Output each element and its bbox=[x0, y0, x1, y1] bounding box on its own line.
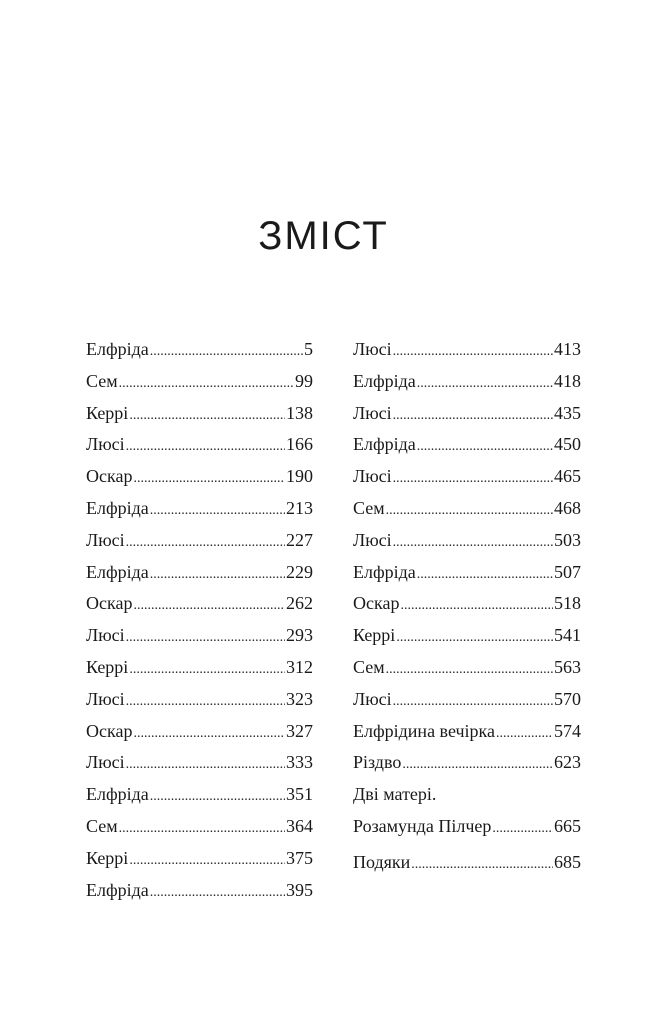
toc-entry bbox=[86, 652, 313, 684]
toc-entry-name: Керрі bbox=[86, 402, 129, 423]
toc-entry-name: Керрі bbox=[86, 656, 129, 677]
toc-entry-page: 507 bbox=[554, 561, 581, 582]
leader-dots bbox=[129, 652, 285, 686]
toc-entry-name: Люсі bbox=[353, 402, 392, 423]
toc-entry-name: Оскар bbox=[86, 466, 133, 487]
toc-column-left bbox=[86, 334, 313, 906]
toc-entry-page: 570 bbox=[554, 688, 581, 709]
toc-entry bbox=[353, 684, 581, 716]
toc-entry bbox=[86, 366, 313, 398]
toc-entry-name: Елфріда bbox=[353, 370, 416, 391]
toc-entry-page: 351 bbox=[286, 784, 313, 805]
toc-entry bbox=[86, 429, 313, 461]
toc-entry bbox=[86, 811, 313, 843]
leader-dots bbox=[393, 461, 553, 495]
toc-entry-name: Керрі bbox=[86, 847, 129, 868]
leader-dots bbox=[492, 811, 553, 845]
toc-entry-page: 99 bbox=[295, 370, 313, 391]
leader-dots bbox=[133, 461, 285, 495]
toc-entry bbox=[86, 588, 313, 620]
leader-dots bbox=[150, 557, 285, 591]
leader-dots bbox=[126, 747, 285, 781]
toc-entry-name: Оскар bbox=[86, 720, 133, 741]
leader-dots bbox=[400, 588, 553, 622]
leader-dots bbox=[126, 429, 285, 463]
toc-entry bbox=[353, 493, 581, 525]
toc-entry-page: 227 bbox=[286, 529, 313, 550]
toc-entry-page: 450 bbox=[554, 434, 581, 455]
leader-dots bbox=[496, 716, 553, 750]
toc-entry-page: 262 bbox=[286, 593, 313, 614]
leader-dots bbox=[129, 398, 285, 432]
toc-entry-name: Елфріда bbox=[353, 434, 416, 455]
toc-entry-two-mothers bbox=[353, 779, 581, 843]
toc-entry-page: 5 bbox=[304, 339, 313, 359]
leader-dots bbox=[133, 588, 285, 622]
toc-entry-name: Елфрідина вечірка bbox=[353, 720, 496, 741]
leader-dots bbox=[393, 334, 553, 368]
leader-dots bbox=[411, 847, 553, 881]
toc-entry-name: Елфріда bbox=[86, 879, 149, 900]
toc-entry-name: Люсі bbox=[86, 688, 125, 709]
toc-entry-name: Люсі bbox=[86, 434, 125, 455]
toc-entry-page: 563 bbox=[554, 656, 581, 677]
toc-entry-name: Люсі bbox=[353, 466, 392, 487]
toc-entry-page: 418 bbox=[554, 370, 581, 391]
toc-entry-page: 435 bbox=[554, 402, 581, 423]
toc-entry bbox=[86, 843, 313, 875]
toc-entry-page: 541 bbox=[554, 625, 581, 646]
toc-entry bbox=[353, 525, 581, 557]
toc-entry-name: Сем bbox=[86, 370, 118, 391]
toc-entry-page: 665 bbox=[554, 815, 581, 836]
toc-entry-page: 518 bbox=[554, 593, 581, 614]
leader-dots bbox=[402, 747, 553, 781]
toc-entry-page: 375 bbox=[286, 847, 313, 868]
leader-dots bbox=[417, 429, 553, 463]
toc-entry-name: Люсі bbox=[86, 752, 125, 773]
toc-entry bbox=[353, 652, 581, 684]
toc-entry-page: 395 bbox=[286, 879, 313, 900]
leader-dots bbox=[119, 811, 285, 845]
toc-entry-page: 623 bbox=[554, 752, 581, 773]
leader-dots bbox=[126, 620, 285, 654]
leader-dots bbox=[393, 398, 553, 432]
toc-entry-name: Елфріда bbox=[86, 497, 149, 518]
leader-dots bbox=[150, 334, 303, 368]
toc-entry-page: 465 bbox=[554, 466, 581, 487]
toc-entry-page: 166 bbox=[286, 434, 313, 455]
toc-entry bbox=[353, 747, 581, 779]
toc-entry bbox=[86, 557, 313, 589]
toc-entry bbox=[86, 684, 313, 716]
toc-entry bbox=[353, 398, 581, 430]
toc-entry-page: 138 bbox=[286, 402, 313, 423]
toc-column-right bbox=[353, 334, 581, 879]
toc-entry bbox=[353, 429, 581, 461]
toc-entry-page: 468 bbox=[554, 497, 581, 518]
leader-dots bbox=[133, 716, 285, 750]
toc-entry-page: 685 bbox=[554, 851, 581, 872]
toc-entry bbox=[86, 779, 313, 811]
toc-entry-page: 190 bbox=[286, 466, 313, 487]
toc-entry-name: Сем bbox=[353, 497, 385, 518]
leader-dots bbox=[150, 875, 285, 909]
toc-entry-name-line2: Розамунда Пілчер bbox=[353, 815, 492, 836]
toc-entry-line2 bbox=[353, 811, 581, 843]
toc-entry-page: 229 bbox=[286, 561, 313, 582]
toc-entry bbox=[86, 525, 313, 557]
toc-entry-name: Люсі bbox=[86, 529, 125, 550]
toc-entry bbox=[86, 461, 313, 493]
toc-entry-name-line1: Дві матері. bbox=[353, 784, 437, 805]
toc-entry-page: 213 bbox=[286, 497, 313, 518]
toc-entry bbox=[86, 334, 313, 366]
toc-entry-page: 503 bbox=[554, 529, 581, 550]
toc-entry bbox=[353, 716, 581, 748]
leader-dots bbox=[126, 684, 285, 718]
toc-entry bbox=[353, 334, 581, 366]
toc-entry bbox=[353, 557, 581, 589]
toc-entry-name: Елфріда bbox=[353, 561, 416, 582]
toc-entry bbox=[353, 620, 581, 652]
leader-dots bbox=[386, 493, 553, 527]
leader-dots bbox=[150, 779, 285, 813]
toc-entry-page: 413 bbox=[554, 339, 581, 359]
toc-entry-page: 293 bbox=[286, 625, 313, 646]
toc-entry-name: Різдво bbox=[353, 752, 402, 773]
toc-entry-name: Сем bbox=[353, 656, 385, 677]
toc-entry-name: Оскар bbox=[86, 593, 133, 614]
toc-entry-name: Люсі bbox=[353, 339, 392, 359]
toc-entry-thanks bbox=[353, 847, 581, 879]
leader-dots bbox=[396, 620, 553, 654]
toc-entry-name: Сем bbox=[86, 815, 118, 836]
toc-entry-name: Люсі bbox=[86, 625, 125, 646]
toc-entry-name: Люсі bbox=[353, 688, 392, 709]
toc-entry bbox=[86, 493, 313, 525]
leader-dots bbox=[417, 557, 553, 591]
toc-entry-page: 574 bbox=[554, 720, 581, 741]
leader-dots bbox=[119, 366, 294, 400]
toc-entry-name: Керрі bbox=[353, 625, 396, 646]
leader-dots bbox=[393, 684, 553, 718]
toc-entry bbox=[86, 620, 313, 652]
toc-entry bbox=[86, 398, 313, 430]
toc-entry-name: Елфріда bbox=[86, 561, 149, 582]
toc-entry bbox=[86, 716, 313, 748]
toc-entry-name: Елфріда bbox=[86, 339, 149, 359]
toc-entry-page: 333 bbox=[286, 752, 313, 773]
page-title: ЗМІСТ bbox=[258, 214, 389, 258]
toc-entry bbox=[353, 588, 581, 620]
toc-entry bbox=[86, 747, 313, 779]
leader-dots bbox=[386, 652, 553, 686]
toc-entry-page: 364 bbox=[286, 815, 313, 836]
leader-dots bbox=[417, 366, 553, 400]
leader-dots bbox=[393, 525, 553, 559]
toc-entry-page: 312 bbox=[286, 656, 313, 677]
toc-entry-name: Люсі bbox=[353, 529, 392, 550]
leader-dots bbox=[126, 525, 285, 559]
toc-entry bbox=[353, 366, 581, 398]
toc-entry bbox=[353, 461, 581, 493]
toc-entry-name: Елфріда bbox=[86, 784, 149, 805]
toc-entry-page: 323 bbox=[286, 688, 313, 709]
toc-entry-page: 327 bbox=[286, 720, 313, 741]
toc-entry bbox=[86, 875, 313, 907]
leader-dots bbox=[129, 843, 285, 877]
toc-entry-name: Оскар bbox=[353, 593, 400, 614]
leader-dots bbox=[150, 493, 285, 527]
toc-entry-name: Подяки bbox=[353, 851, 411, 872]
